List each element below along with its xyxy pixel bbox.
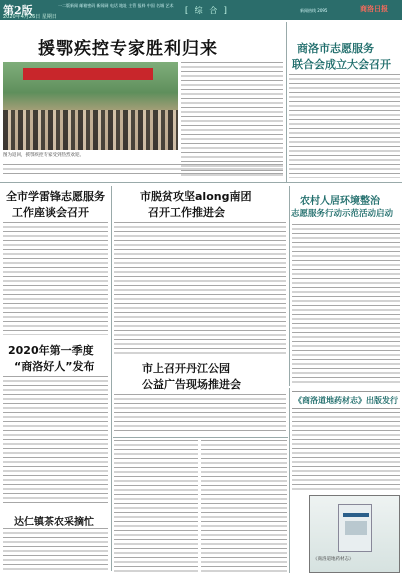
headline-good-people-2: “商洛好人”发布 <box>14 360 95 373</box>
headline-leifeng-2: 工作座谈会召开 <box>12 206 89 219</box>
crowd <box>3 110 178 150</box>
issue-date: 2020年4月26日 星期日 <box>3 14 57 20</box>
photo-caption: 图为返回，援鄂疾控专家受到热烈欢迎。 <box>3 153 84 158</box>
article-body-tea <box>3 528 108 572</box>
headline-aid-experts: 援鄂疾控专家胜利归来 <box>38 39 218 59</box>
headline-danjiang-1: 市上召开丹江公园 <box>142 362 230 375</box>
hotline: 新闻热线 2095 <box>300 8 328 13</box>
headline-volunteer-union-2: 联合会成立大会召开 <box>292 58 391 71</box>
headline-danjiang-2: 公益广告现场推进会 <box>142 378 241 391</box>
article-body-lower-2 <box>201 440 287 572</box>
article-body-aid <box>181 62 283 177</box>
masthead <box>0 0 402 20</box>
masthead-nav: 一二版新闻 邮箱密码 新闻网 电话 地址 主管 报料 中国 名城 艺术 <box>58 3 174 8</box>
headline-tea-farmers: 达仁镇茶农采摘忙 <box>14 517 94 528</box>
headline-poverty-2: 召开工作推进会 <box>148 206 225 219</box>
book-caption: 《商洛道地药材志》 <box>313 557 354 562</box>
photo-welcome-ceremony <box>3 62 178 150</box>
red-banner <box>23 68 153 80</box>
article-body-aid-2 <box>3 164 283 176</box>
headline-poverty-1: 市脱贫攻坚along南团 <box>140 190 252 203</box>
article-body-village <box>292 224 400 384</box>
article-body-leifeng <box>3 222 108 335</box>
article-body-lower-1 <box>114 440 198 572</box>
headline-medicinal-book: 《商洛道地药材志》出版发行 <box>294 396 398 405</box>
photo-book-cover <box>309 495 400 573</box>
article-body-medicinal-book <box>292 412 400 492</box>
newspaper-logo: 商洛日报 <box>360 4 388 13</box>
article-body-danjiang <box>114 394 286 434</box>
headline-good-people-1: 2020年第一季度 <box>8 344 94 357</box>
headline-leifeng-1: 全市学雷锋志愿服务 <box>6 190 105 203</box>
headline-volunteer-union-1: 商洛市志愿服务 <box>297 42 374 55</box>
article-body-poverty <box>114 222 286 354</box>
headline-village-2: 志愿服务行动示范活动启动 <box>291 209 394 219</box>
section-label: [ 综 合 ] <box>185 6 229 15</box>
article-body-volunteer-union <box>289 74 400 178</box>
book-cover <box>338 504 372 552</box>
article-body-good-people <box>3 376 108 506</box>
page-number: 第2版 <box>3 4 33 17</box>
headline-village-1: 农村人居环境整治 <box>300 196 380 207</box>
